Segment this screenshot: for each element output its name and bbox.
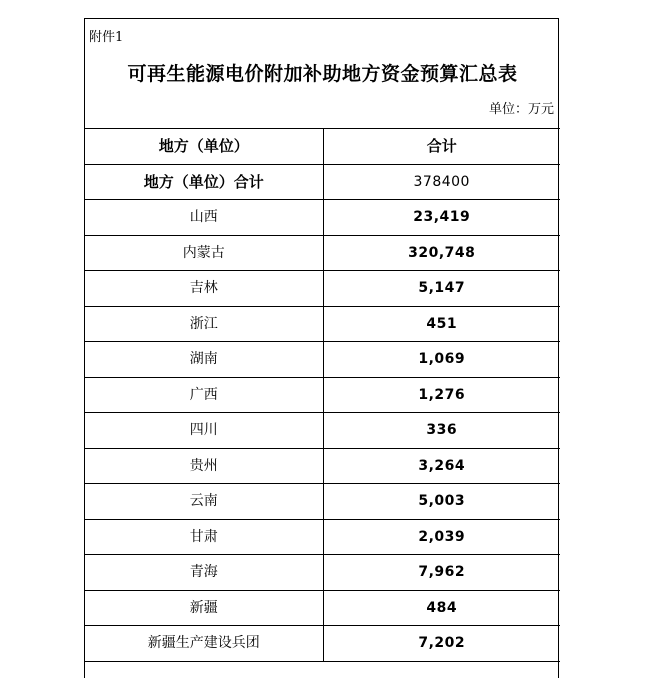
- region-amount: 320,748: [323, 235, 560, 271]
- region-name: 浙江: [85, 306, 323, 342]
- table-row: [85, 484, 560, 520]
- table-row: [85, 590, 560, 626]
- region-amount: 2,039: [323, 519, 560, 555]
- region-name: 吉林: [85, 271, 323, 307]
- region-name: 甘肃: [85, 519, 323, 555]
- total-row-name: 地方（单位）合计: [85, 164, 323, 200]
- table-row: [85, 448, 560, 484]
- unit-label: 单位：万元: [488, 102, 554, 117]
- region-name: 广西: [85, 377, 323, 413]
- budget-table: [85, 128, 560, 662]
- header-region: 地方（单位）: [85, 129, 323, 165]
- region-amount: 23,419: [323, 200, 560, 236]
- region-amount: 484: [323, 590, 560, 626]
- region-amount: 451: [323, 306, 560, 342]
- region-name: 新疆: [85, 590, 323, 626]
- region-amount: 336: [323, 413, 560, 449]
- document-title: 可再生能源电价附加补助地方资金预算汇总表: [127, 63, 518, 85]
- budget-sheet: [84, 18, 559, 678]
- region-amount: 1,069: [323, 342, 560, 378]
- region-amount: 7,202: [323, 626, 560, 662]
- region-amount: 5,147: [323, 271, 560, 307]
- attachment-label: 附件1: [89, 30, 124, 45]
- table-row: [85, 413, 560, 449]
- header-row: [85, 129, 560, 165]
- region-name: 四川: [85, 413, 323, 449]
- region-name: 湖南: [85, 342, 323, 378]
- table-row: [85, 306, 560, 342]
- table-row: [85, 342, 560, 378]
- region-amount: 3,264: [323, 448, 560, 484]
- region-name: 山西: [85, 200, 323, 236]
- region-amount: 1,276: [323, 377, 560, 413]
- table-row: [85, 519, 560, 555]
- table-row: [85, 200, 560, 236]
- region-amount: 5,003: [323, 484, 560, 520]
- table-row: [85, 626, 560, 662]
- total-row-amount: 378400: [323, 164, 560, 200]
- region-name: 青海: [85, 555, 323, 591]
- region-name: 云南: [85, 484, 323, 520]
- region-name: 新疆生产建设兵团: [85, 626, 323, 662]
- region-name: 贵州: [85, 448, 323, 484]
- region-name: 内蒙古: [85, 235, 323, 271]
- total-row: [85, 164, 560, 200]
- table-row: [85, 235, 560, 271]
- table-row: [85, 377, 560, 413]
- region-amount: 7,962: [323, 555, 560, 591]
- header-total: 合计: [323, 129, 560, 165]
- table-row: [85, 555, 560, 591]
- table-row: [85, 271, 560, 307]
